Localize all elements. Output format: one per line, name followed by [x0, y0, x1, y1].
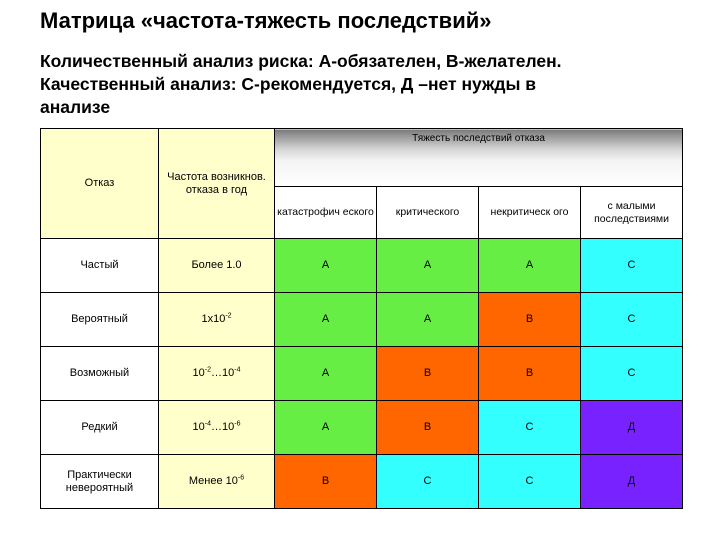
subtitle-line-2: Качественный анализ: С-рекомендуется, Д –нет нужды в — [40, 74, 537, 94]
risk-cell: А — [275, 401, 377, 455]
table-row — [41, 455, 683, 509]
matrix-body — [41, 239, 683, 509]
risk-matrix-table — [40, 128, 683, 509]
risk-cell: В — [377, 347, 479, 401]
header-severity-minor: с малыми последствиями — [581, 187, 683, 239]
risk-cell: Д — [581, 401, 683, 455]
risk-cell: А — [275, 239, 377, 293]
risk-cell: С — [581, 347, 683, 401]
table-row — [41, 347, 683, 401]
risk-cell: А — [275, 293, 377, 347]
row-frequency-value: $1x10^{-2}$ — [159, 293, 275, 347]
risk-cell: С — [479, 455, 581, 509]
risk-cell: С — [581, 239, 683, 293]
row-failure-label: Возможный — [41, 347, 159, 401]
header-failure: Отказ — [41, 129, 159, 239]
risk-cell: С — [377, 455, 479, 509]
subtitle-line-3: анализе — [40, 97, 111, 117]
header-severity-critical: критического — [377, 187, 479, 239]
risk-cell: В — [377, 401, 479, 455]
page-title: Матрица «частота-тяжесть последствий» — [40, 8, 492, 33]
header-severity-noncritical: некритическ ого — [479, 187, 581, 239]
risk-cell: Д — [581, 455, 683, 509]
risk-cell: А — [479, 239, 581, 293]
risk-cell: С — [581, 293, 683, 347]
risk-cell: С — [479, 401, 581, 455]
table-row — [41, 401, 683, 455]
table-row — [41, 293, 683, 347]
row-failure-label: Вероятный — [41, 293, 159, 347]
risk-cell: В — [275, 455, 377, 509]
row-failure-label: Редкий — [41, 401, 159, 455]
header-severity-catastrophic: катастрофич еского — [275, 187, 377, 239]
subtitle — [40, 50, 700, 119]
risk-cell: В — [479, 293, 581, 347]
row-frequency-value: Менее $10^{-6}$ — [159, 455, 275, 509]
row-failure-label: Практически невероятный — [41, 455, 159, 509]
risk-cell: А — [275, 347, 377, 401]
risk-cell: А — [377, 293, 479, 347]
risk-cell: А — [377, 239, 479, 293]
subtitle-line-1: Количественный анализ риска: А-обязателен, В-желателен. — [40, 51, 562, 71]
risk-cell: В — [479, 347, 581, 401]
row-failure-label: Частый — [41, 239, 159, 293]
row-frequency-value: $10^{-4}\dots 10^{-6}$ — [159, 401, 275, 455]
row-frequency-value: $10^{-2}\dots 10^{-4}$ — [159, 347, 275, 401]
row-frequency-value: Более 1.0 — [159, 239, 275, 293]
header-frequency: Частота возникнов. отказа в год — [159, 129, 275, 239]
header-severity: Тяжесть последствий отказа — [275, 129, 683, 187]
table-row — [41, 239, 683, 293]
